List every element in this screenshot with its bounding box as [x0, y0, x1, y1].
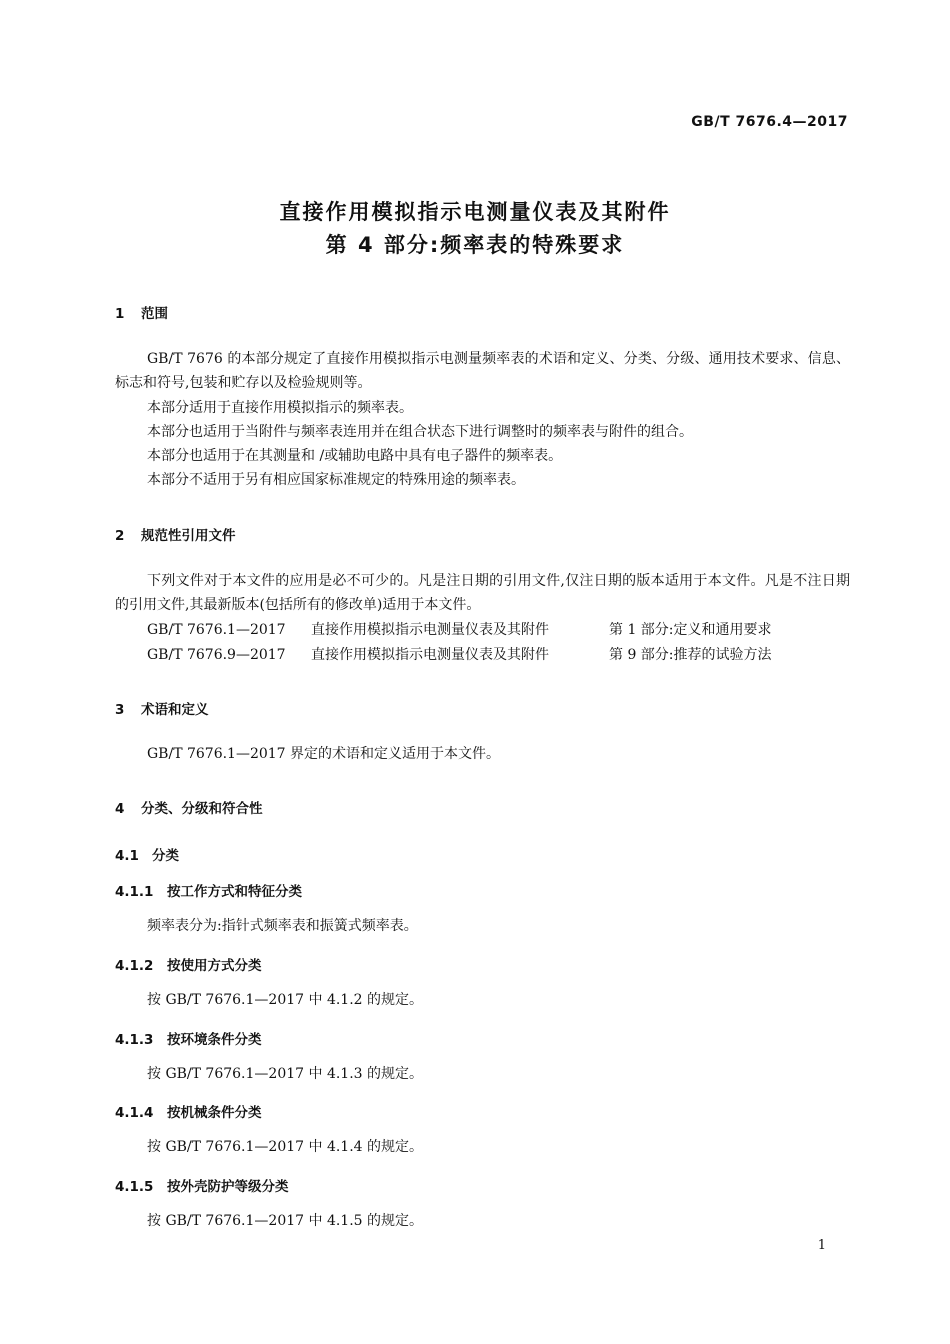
subsection-4-1-3-heading	[115, 1028, 262, 1048]
section-number: 4.1	[115, 848, 139, 864]
reference-title: 直接作用模拟指示电测量仪表及其附件	[311, 647, 549, 663]
section-number: 4	[115, 801, 125, 817]
paragraph: 本部分适用于直接作用模拟指示的频率表。	[147, 400, 413, 416]
paragraph: 本部分也适用于在其测量和 /或辅助电路中具有电子器件的频率表。	[147, 448, 563, 464]
section-title: 规范性引用文件	[141, 528, 236, 544]
paragraph: 本部分也适用于当附件与频率表连用并在组合状态下进行调整时的频率表与附件的组合。	[147, 424, 693, 440]
section-number: 4.1.3	[115, 1032, 154, 1048]
section-1-heading	[115, 302, 168, 322]
section-title: 按环境条件分类	[167, 1032, 262, 1048]
document-title: 直接作用模拟指示电测量仪表及其附件	[279, 200, 671, 224]
page-number: 1	[817, 1238, 826, 1253]
reference-title: 直接作用模拟指示电测量仪表及其附件	[311, 622, 549, 638]
section-title: 按机械条件分类	[167, 1105, 262, 1121]
paragraph: 频率表分为:指针式频率表和振簧式频率表。	[147, 918, 418, 934]
subsection-4-1-5-heading	[115, 1175, 289, 1195]
subsection-4-1-4-heading	[115, 1101, 262, 1121]
document-subtitle: 第 4 部分:频率表的特殊要求	[325, 233, 625, 257]
subsection-4-1-2-heading	[115, 954, 262, 974]
normative-reference	[147, 644, 772, 668]
standard-number: GB/T 7676.4—2017	[691, 114, 848, 130]
section-title: 术语和定义	[141, 702, 209, 718]
section-number: 1	[115, 306, 125, 322]
paragraph: 按 GB/T 7676.1—2017 中 4.1.4 的规定。	[147, 1139, 424, 1155]
reference-code: GB/T 7676.9—2017	[147, 647, 286, 663]
paragraph: 按 GB/T 7676.1—2017 中 4.1.5 的规定。	[147, 1213, 424, 1229]
paragraph: GB/T 7676.1—2017 界定的术语和定义适用于本文件。	[147, 746, 501, 762]
section-number: 4.1.2	[115, 958, 154, 974]
section-number: 3	[115, 702, 125, 718]
section-title: 按使用方式分类	[167, 958, 262, 974]
paragraph: 下列文件对于本文件的应用是必不可少的。凡是注日期的引用文件,仅注日期的版本适用于本文件。凡是不注日期的引用文件,其最新版本(包括所有的修改单)适用于本文件。	[115, 573, 850, 613]
section-number: 4.1.1	[115, 884, 154, 900]
section-title: 按外壳防护等级分类	[167, 1179, 289, 1195]
reference-part: 第 1 部分:定义和通用要求	[609, 622, 772, 638]
section-title: 分类	[152, 848, 179, 864]
section-3-heading	[115, 698, 209, 718]
section-number: 4.1.5	[115, 1179, 154, 1195]
section-4-heading	[115, 797, 263, 817]
section-number: 4.1.4	[115, 1105, 154, 1121]
paragraph: 本部分不适用于另有相应国家标准规定的特殊用途的频率表。	[147, 472, 525, 488]
paragraph: GB/T 7676 的本部分规定了直接作用模拟指示电测量频率表的术语和定义、分类、分级、通用技术要求、信息、标志和符号,包装和贮存以及检验规则等。	[115, 351, 850, 391]
paragraph: 按 GB/T 7676.1—2017 中 4.1.3 的规定。	[147, 1066, 424, 1082]
subsection-4-1-1-heading	[115, 880, 302, 900]
paragraph: 按 GB/T 7676.1—2017 中 4.1.2 的规定。	[147, 992, 424, 1008]
section-title: 范围	[141, 306, 168, 322]
subsection-4-1-heading	[115, 844, 179, 864]
section-title: 分类、分级和符合性	[141, 801, 263, 817]
section-2-heading	[115, 524, 236, 544]
section-title: 按工作方式和特征分类	[167, 884, 302, 900]
reference-part: 第 9 部分:推荐的试验方法	[609, 647, 772, 663]
normative-reference	[147, 619, 772, 643]
section-number: 2	[115, 528, 125, 544]
reference-code: GB/T 7676.1—2017	[147, 622, 286, 638]
